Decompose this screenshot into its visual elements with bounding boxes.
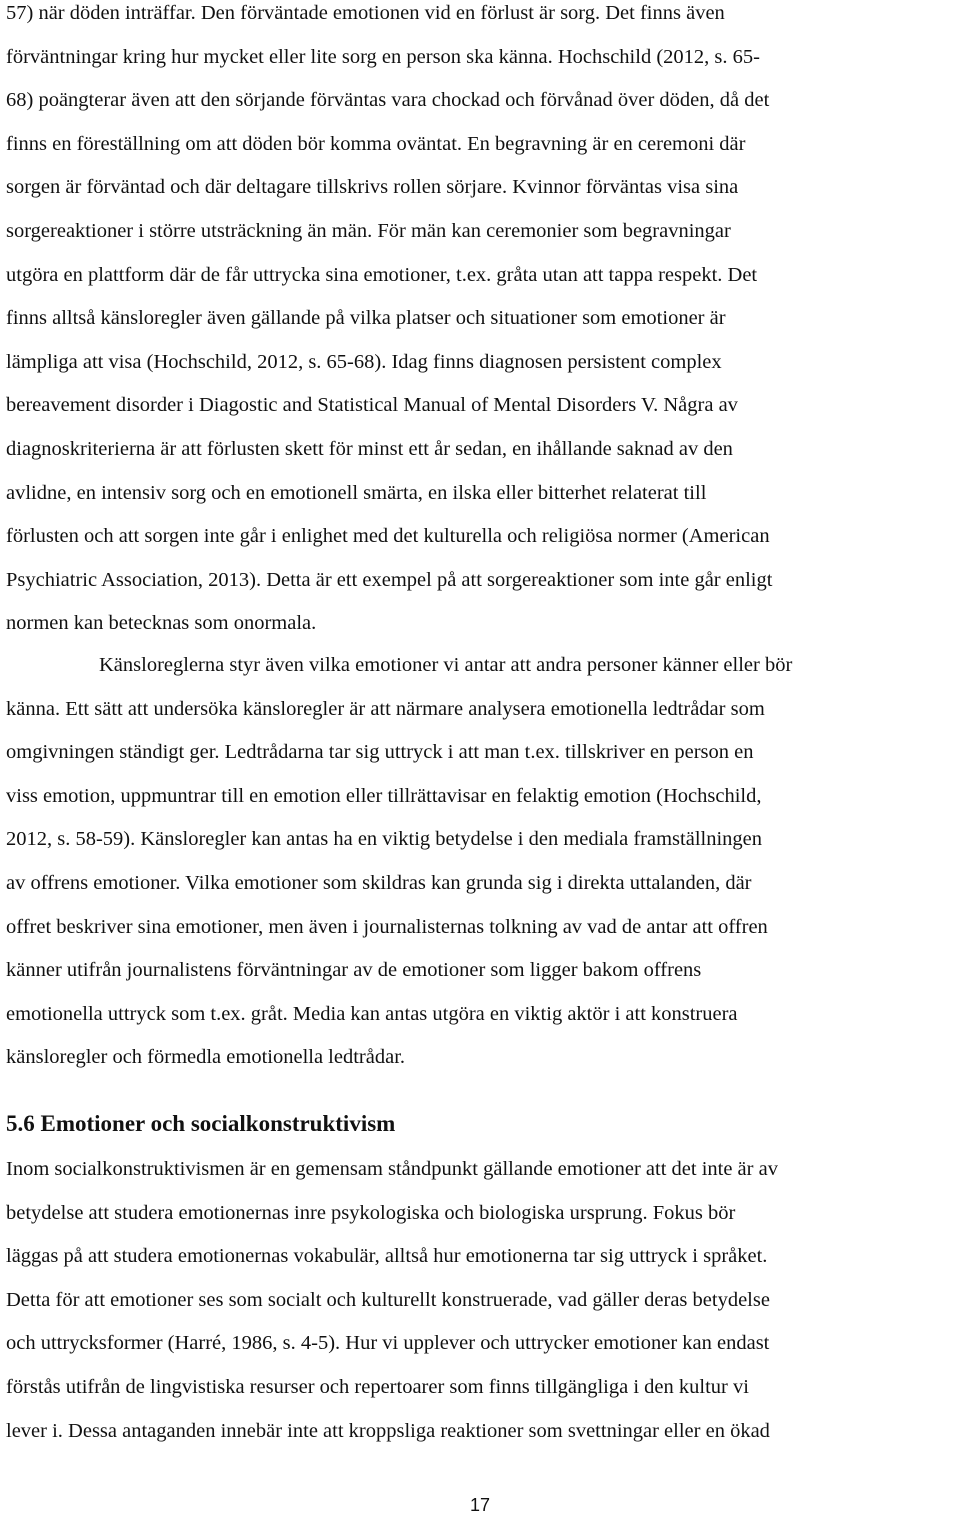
text-line: viss emotion, uppmuntrar till en emotion eller tillrättavisar en felaktig emotion (Hochschild, xyxy=(6,784,762,807)
text-line: Psychiatric Association, 2013). Detta är ett exempel på att sorgereaktioner som inte går enligt xyxy=(6,568,773,591)
text-line: Inom socialkonstruktivismen är en gemensam ståndpunkt gällande emotioner att det inte är av xyxy=(6,1158,778,1180)
text-line: känsloregler och förmedla emotionella ledtrådar. xyxy=(6,1046,406,1069)
text-line: betydelse att studera emotionernas inre psykologiska och biologiska ursprung. Fokus bör xyxy=(6,1201,736,1224)
text-line: läggas på att studera emotionernas vokabulär, alltså hur emotionerna tar sig uttryck i språket. xyxy=(6,1245,768,1268)
text-line: känna. Ett sätt att undersöka känsloregler är att närmare analysera emotionella ledtrådar som xyxy=(6,697,765,720)
text-line: 2012, s. 58-59). Känsloregler kan antas ha en viktig betydelse i den mediala framställningen xyxy=(6,828,763,851)
text-line: utgöra en plattform där de får uttrycka sina emotioner, t.ex. gråta utan att tappa respekt. Det xyxy=(6,263,758,286)
text-line: förstås utifrån de lingvistiska resurser och repertoarer som finns tillgängliga i den kultur vi xyxy=(6,1376,749,1398)
text-line: avlidne, en intensiv sorg och en emotionell smärta, en ilska eller bitterhet relaterat till xyxy=(6,481,707,504)
page-number: 17 xyxy=(469,1495,491,1515)
text-line: Känsloreglerna styr även vilka emotioner vi antar att andra personer känner eller bör xyxy=(99,654,793,676)
text-line: bereavement disorder i Diagostic and Statistical Manual of Mental Disorders V. Några av xyxy=(6,394,738,417)
text-line: omgivningen ständigt ger. Ledtrådarna tar sig uttryck i att man t.ex. tillskriver en person en xyxy=(6,741,754,764)
text-line: av offrens emotioner. Vilka emotioner som skildras kan grunda sig i direkta uttalanden, där xyxy=(6,872,752,894)
text-line: 68) poängterar även att den sörjande förväntas vara chockad och förvånad över döden, då det xyxy=(6,89,770,112)
text-line: Detta för att emotioner ses som socialt och kulturellt konstruerade, vad gäller deras betydelse xyxy=(6,1288,770,1311)
text-line: offret beskriver sina emotioner, men även i journalisternas tolkning av vad de antar att offren xyxy=(6,915,768,938)
text-line: sorgereaktioner i större utsträckning än män. För män kan ceremonier som begravningar xyxy=(6,220,731,242)
text-line: sorgen är förväntad och där deltagare tillskrivs rollen sörjare. Kvinnor förväntas visa sina xyxy=(6,176,739,199)
section-heading: 5.6 Emotioner och socialkonstruktivism xyxy=(6,1111,396,1136)
text-line: finns alltså känsloregler även gällande på vilka platser och situationer som emotioner är xyxy=(6,307,726,330)
text-line: och uttrycksformer (Harré, 1986, s. 4-5). Hur vi upplever och uttrycker emotioner kan endast xyxy=(6,1332,770,1355)
text-line: förväntningar kring hur mycket eller lite sorg en person ska känna. Hochschild (2012, s. 65- xyxy=(6,45,760,68)
text-line: 57) när döden inträffar. Den förväntade emotionen vid en förlust är sorg. Det finns även xyxy=(6,2,725,24)
text-line: känner utifrån journalistens förväntningar av de emotioner som ligger bakom offrens xyxy=(6,959,702,982)
text-line: lever i. Dessa antaganden innebär inte att kroppsliga reaktioner som svettningar eller en ökad xyxy=(6,1419,770,1442)
text-line: förlusten och att sorgen inte går i enlighet med det kulturella och religiösa normer (American xyxy=(6,525,770,548)
text-line: finns en föreställning om att döden bör komma oväntat. En begravning är en ceremoni där xyxy=(6,132,746,155)
text-line: diagnoskriterierna är att förlusten skett för minst ett år sedan, en ihållande saknad av den xyxy=(6,438,733,460)
text-line: normen kan betecknas som onormala. xyxy=(6,612,317,635)
text-line: lämpliga att visa (Hochschild, 2012, s. 65-68). Idag finns diagnosen persistent complex xyxy=(6,350,722,373)
text-line: emotionella uttryck som t.ex. gråt. Media kan antas utgöra en viktig aktör i att konstruera xyxy=(6,1002,738,1025)
